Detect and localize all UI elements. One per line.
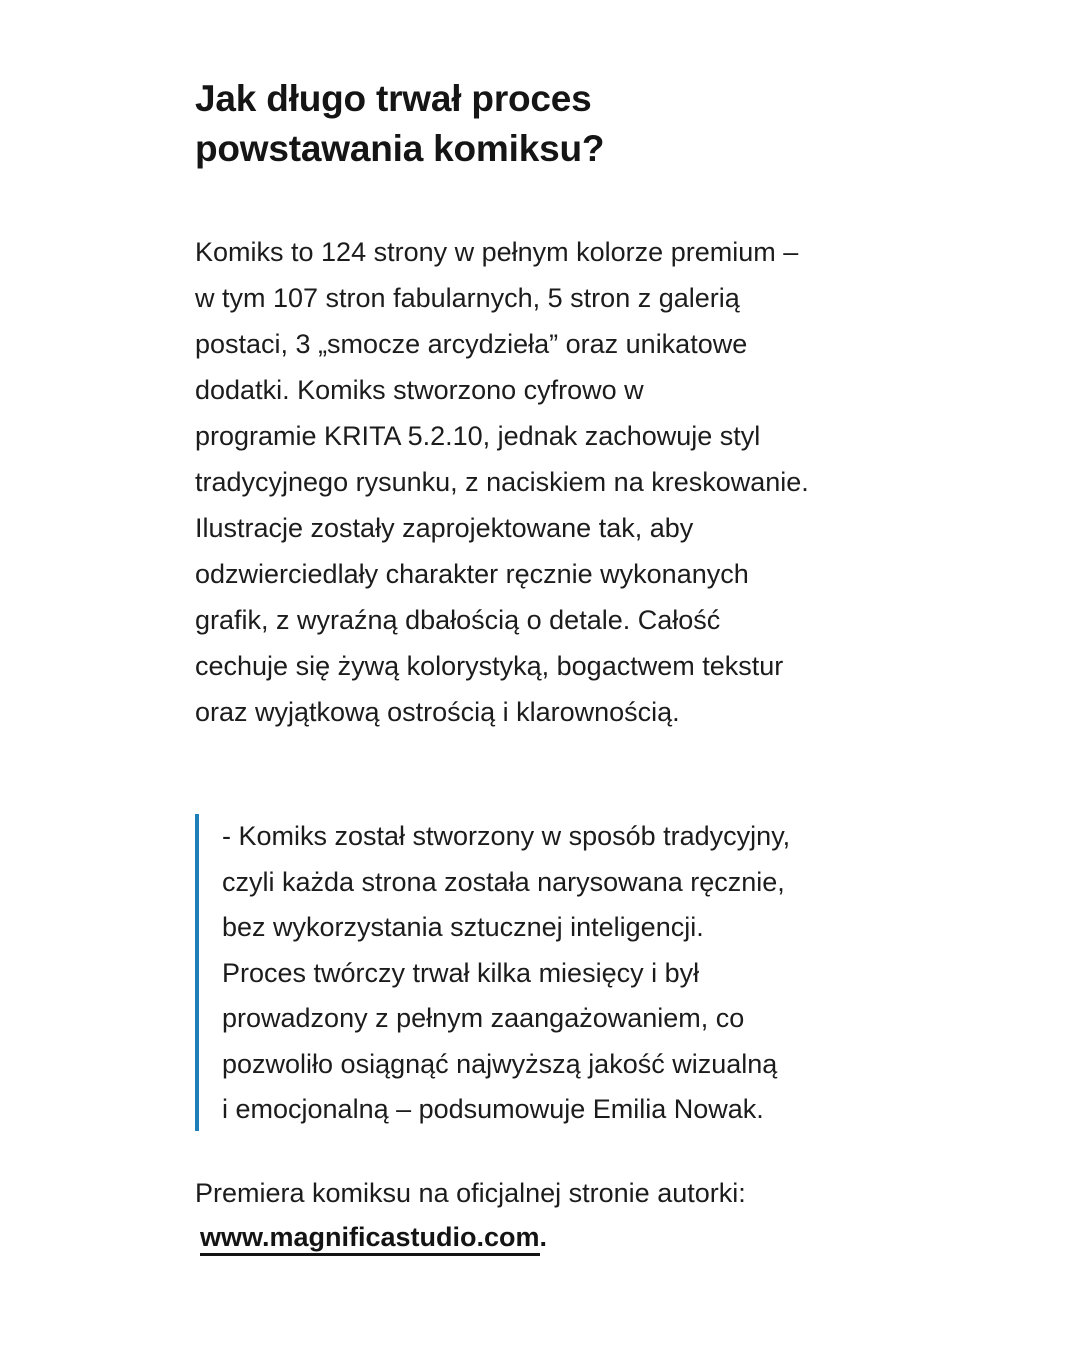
link-period: . [539, 1222, 548, 1252]
paragraph-line: w tym 107 stron fabularnych, 5 stron z galerią [195, 283, 740, 313]
author-quote [195, 814, 885, 1131]
quote-line: bez wykorzystania sztucznej inteligencji. [222, 912, 704, 942]
page-title [195, 74, 604, 174]
paragraph-line: programie KRITA 5.2.10, jednak zachowuje styl [195, 421, 761, 451]
website-link-row [200, 1214, 547, 1260]
quote-line: czyli każda strona została narysowana ręcznie, [222, 866, 785, 897]
quote-line: Proces twórczy trwał kilka miesięcy i był [222, 957, 700, 988]
paragraph-line: tradycyjnego rysunku, z naciskiem na kreskowanie. [195, 467, 809, 497]
paragraph-line: cechuje się żywą kolorystyką, bogactwem tekstur [195, 651, 784, 681]
quote-line: prowadzony z pełnym zaangażowaniem, co [222, 1003, 745, 1033]
quote-line: i emocjonalną – podsumowuje Emilia Nowak. [222, 1094, 764, 1124]
title-line-1: Jak długo trwał proces [195, 78, 592, 119]
title-line-2: powstawania komiksu? [195, 128, 605, 169]
premiere-note: Premiera komiksu na oficjalnej stronie autorki: [195, 1178, 746, 1208]
paragraph-line: Komiks to 124 strony w pełnym kolorze premium – [195, 237, 799, 267]
quote-line: - Komiks został stworzony w sposób tradycyjny, [222, 821, 791, 851]
paragraph-line: dodatki. Komiks stworzono cyfrowo w [195, 375, 644, 405]
body-paragraph [195, 229, 895, 735]
quote-line: pozwoliło osiągnąć najwyższą jakość wizualną [222, 1048, 778, 1079]
paragraph-line: odzwierciedlały charakter ręcznie wykonanych [195, 559, 749, 589]
paragraph-line: postaci, 3 „smocze arcydzieła” oraz unikatowe [195, 329, 748, 359]
website-link[interactable]: www.magnificastudio.com [200, 1222, 540, 1256]
paragraph-line: oraz wyjątkową ostrością i klarownością. [195, 697, 680, 727]
paragraph-line: grafik, z wyraźną dbałością o detale. Całość [195, 605, 721, 635]
paragraph-line: Ilustracje zostały zaprojektowane tak, aby [195, 513, 694, 543]
